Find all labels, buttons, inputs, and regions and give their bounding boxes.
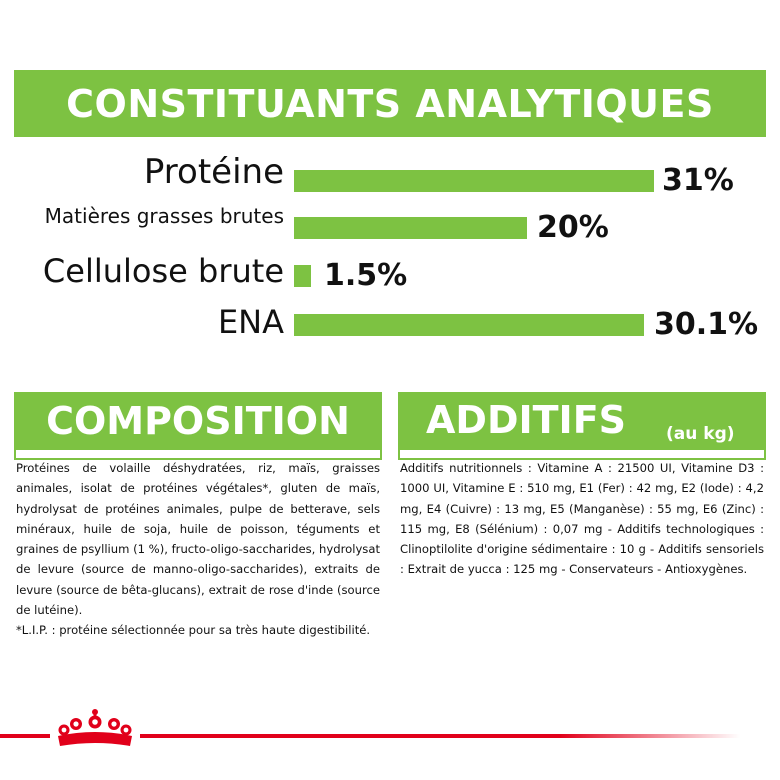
banner-title: CONSTITUANTS ANALYTIQUES	[66, 81, 714, 126]
constituent-bar	[294, 170, 654, 192]
footer-red-line-left	[0, 734, 50, 738]
footer-red-line-right	[140, 734, 740, 738]
composition-ingredients: Protéines de volaille déshydratées, riz, maïs, graisses animales, isolat de protéines végétales*, gluten de maïs, hydrolysat de protéines animales, pulpe de betterave, sels minéraux, huile de soja, huile de poisson, téguments et graines de psyllium (1 %), fructo-oligo-saccharides, hydrolysat de levure (source de manno-oligo-saccharides), extraits de levure (source de bêta-glucans), extrait de rose d'inde (source de lutéine).	[16, 461, 380, 618]
constituent-value: 31%	[662, 163, 734, 198]
composition-header	[14, 392, 382, 450]
constituent-bar	[294, 265, 311, 287]
constituent-value: 1.5%	[324, 258, 408, 293]
additifs-text: Additifs nutritionnels : Vitamine A : 21500 UI, Vitamine D3 : 1000 UI, Vitamine E : 510 mg, E1 (Fer) : 42 mg, E2 (Iode) : 4,2 mg, E4 (Cuivre) : 13 mg, E5 (Manganèse) : 55 mg, E6 (Zinc) : 115 mg, E8 (Sélénium) : 0,07 mg - Additifs technologiques : Clinoptilolite d'origine sédimentaire : 10 g - Additifs sensoriels : Extrait de yucca : 125 mg - Conservateurs - Antioxygènes.	[400, 461, 764, 577]
composition-note: *L.I.P. : protéine sélectionnée pour sa très haute digestibilité.	[16, 623, 371, 638]
analytical-constituents-banner	[14, 70, 766, 137]
constituent-value: 30.1%	[654, 307, 759, 342]
constituent-value: 20%	[537, 210, 609, 245]
additifs-title: ADDITIFS	[426, 398, 627, 442]
constituent-label: Cellulose brute	[42, 252, 284, 290]
royal-canin-logo	[52, 706, 138, 752]
constituent-label: ENA	[217, 303, 284, 341]
constituent-label: Protéine	[143, 152, 284, 192]
constituent-bar	[294, 314, 644, 336]
composition-title: COMPOSITION	[46, 399, 350, 443]
composition-text	[16, 458, 380, 641]
constituent-label: Matières grasses brutes	[44, 204, 284, 228]
constituent-bar	[294, 217, 527, 239]
additifs-header	[398, 392, 766, 450]
additifs-unit: (au kg)	[666, 424, 735, 444]
royal-canin-crown-icon	[52, 706, 138, 752]
